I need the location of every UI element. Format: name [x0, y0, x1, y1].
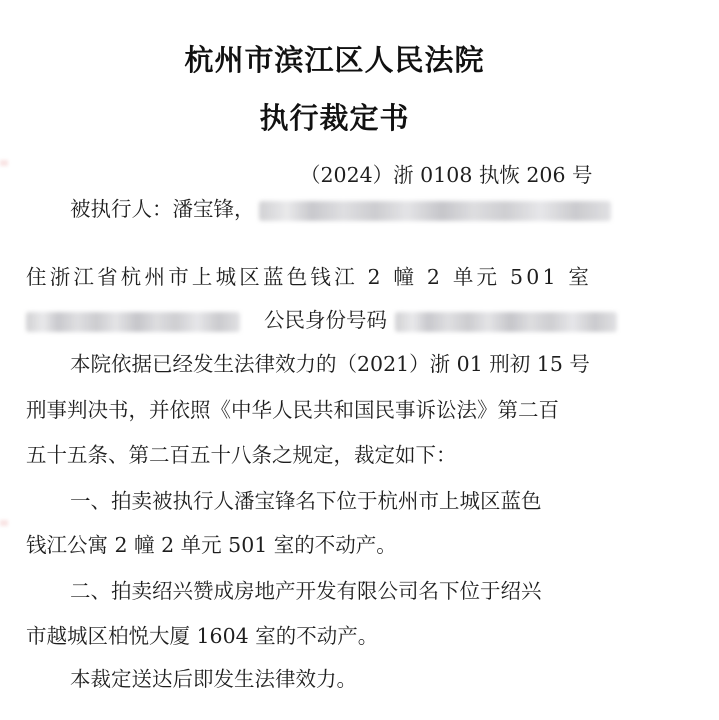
ruling-item-2-line-1: 二、拍卖绍兴赞成房地产开发有限公司名下位于绍兴: [70, 579, 542, 603]
effect-statement: 本裁定送达后即发生法律效力。: [70, 667, 357, 691]
basis-line-3: 五十五条、第二百五十八条之规定，裁定如下：: [26, 443, 457, 467]
id-line: [26, 303, 617, 333]
respondent-label: 被执行人：潘宝锋，: [70, 197, 255, 221]
redacted-address-tail: [26, 312, 240, 332]
address-line: 住浙江省杭州市上城区蓝色钱江 2 幢 2 单元 501 室: [26, 265, 593, 289]
scan-edge-mark: [0, 160, 8, 166]
ruling-item-2-line-2: 市越城区柏悦大厦 1604 室的不动产。: [26, 624, 379, 648]
redacted-id-number: [395, 312, 617, 332]
ruling-item-1-line-1: 一、拍卖被执行人潘宝锋名下位于杭州市上城区蓝色: [70, 489, 542, 513]
court-name: 杭州市滨江区人民法院: [184, 43, 485, 77]
redacted-birth-info: [259, 201, 611, 221]
ruling-item-1-line-2: 钱江公寓 2 幢 2 单元 501 室的不动产。: [26, 533, 397, 557]
basis-line-1: 本院依据已经发生法律效力的（2021）浙 01 刑初 15 号: [70, 352, 590, 376]
respondent-line: [70, 192, 611, 222]
document-type-title: 执行裁定书: [259, 101, 410, 135]
scan-edge-mark: [0, 520, 8, 526]
case-number: （2024）浙 0108 执恢 206 号: [300, 163, 593, 187]
basis-line-2: 刑事判决书，并依照《中华人民共和国民事诉讼法》第二百: [26, 398, 559, 422]
id-label: 公民身份号码: [264, 308, 387, 332]
